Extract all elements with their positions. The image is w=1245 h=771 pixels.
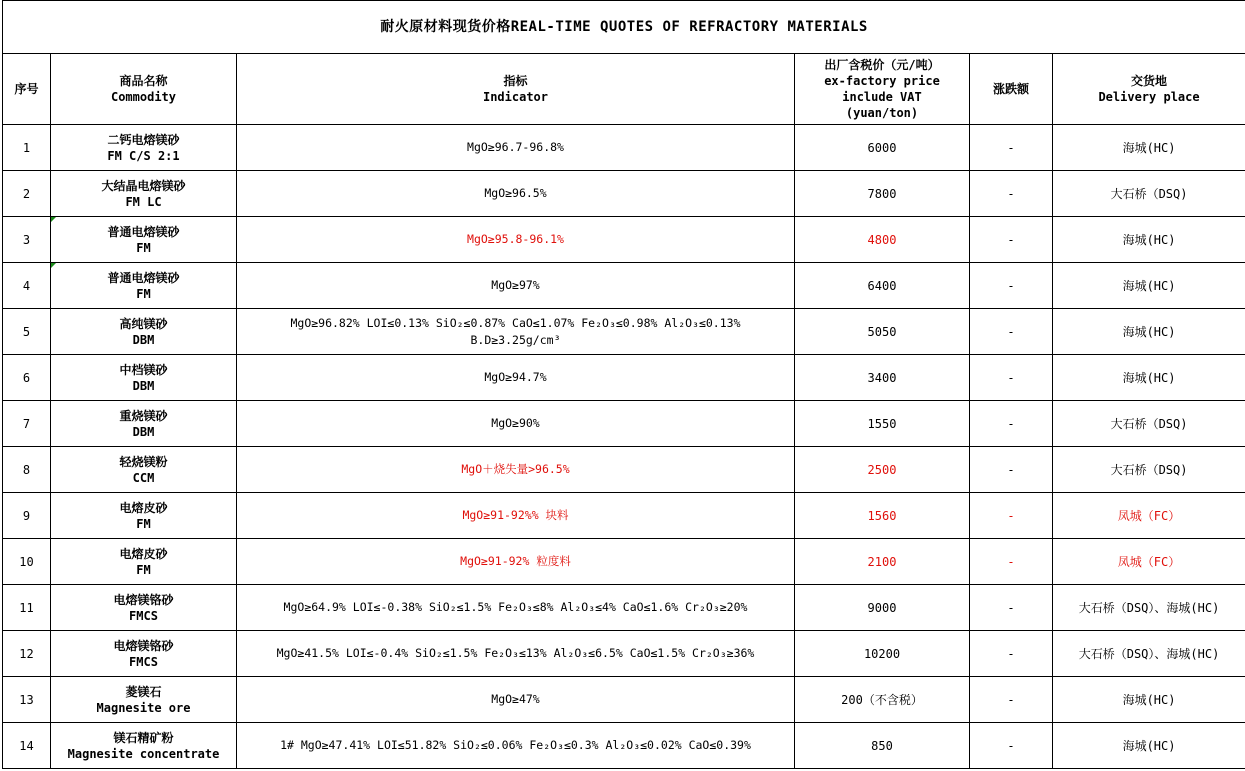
commodity-name-cn: 菱镁石 bbox=[125, 684, 162, 699]
commodity-name-cn: 普通电熔镁砂 bbox=[107, 224, 180, 239]
delivery-cell: 大石桥（DSQ) bbox=[1053, 447, 1245, 493]
table-row bbox=[3, 447, 1245, 493]
delivery-cell: 大石桥（DSQ）、海城(HC) bbox=[1053, 631, 1245, 677]
change-cell: - bbox=[970, 631, 1053, 677]
header-row bbox=[3, 54, 1245, 125]
header-change: 涨跌额 bbox=[970, 54, 1053, 125]
change-cell: - bbox=[970, 677, 1053, 723]
price-cell: 6400 bbox=[795, 263, 970, 309]
price-cell: 10200 bbox=[795, 631, 970, 677]
commodity-cell bbox=[51, 217, 237, 263]
table-row bbox=[3, 677, 1245, 723]
row-number: 3 bbox=[3, 217, 51, 263]
delivery-cell: 凤城（FC） bbox=[1053, 539, 1245, 585]
indicator-cell: MgO≥91-92% 粒度料 bbox=[237, 539, 795, 585]
header-no: 序号 bbox=[3, 54, 51, 125]
commodity-name-cn: 电熔皮砂 bbox=[119, 500, 168, 515]
indicator-cell: MgO≥96.7-96.8% bbox=[237, 125, 795, 171]
commodity-name-cn: 电熔镁铬砂 bbox=[113, 638, 174, 653]
table-row bbox=[3, 585, 1245, 631]
header-price-cn: 出厂含税价（元/吨） bbox=[824, 58, 940, 72]
price-cell: 200（不含税） bbox=[795, 677, 970, 723]
indicator-cell: 1# MgO≥47.41% LOI≤51.82% SiO₂≤0.06% Fe₂O₃≤0.3% Al₂O₃≤0.02% CaO≤0.39% bbox=[237, 723, 795, 769]
row-number: 8 bbox=[3, 447, 51, 493]
commodity-name-en: FM bbox=[136, 286, 151, 301]
change-cell: - bbox=[970, 355, 1053, 401]
header-price-en3: (yuan/ton) bbox=[845, 106, 919, 120]
header-indicator-cn: 指标 bbox=[503, 74, 528, 88]
change-cell: - bbox=[970, 309, 1053, 355]
delivery-cell: 海城(HC) bbox=[1053, 677, 1245, 723]
table-row bbox=[3, 723, 1245, 769]
indicator-cell: MgO≥95.8-96.1% bbox=[237, 217, 795, 263]
commodity-name-cn: 高纯镁砂 bbox=[119, 316, 168, 331]
table-row bbox=[3, 539, 1245, 585]
delivery-cell: 海城(HC) bbox=[1053, 355, 1245, 401]
row-number: 13 bbox=[3, 677, 51, 723]
header-delivery bbox=[1053, 54, 1245, 125]
indicator-cell: MgO≥47% bbox=[237, 677, 795, 723]
price-cell: 7800 bbox=[795, 171, 970, 217]
commodity-cell bbox=[51, 401, 237, 447]
delivery-cell: 海城(HC) bbox=[1053, 723, 1245, 769]
delivery-cell: 海城(HC) bbox=[1053, 309, 1245, 355]
table-row bbox=[3, 401, 1245, 447]
table-row bbox=[3, 309, 1245, 355]
price-cell: 3400 bbox=[795, 355, 970, 401]
header-price-en2: include VAT bbox=[842, 90, 922, 104]
header-delivery-cn: 交货地 bbox=[1131, 74, 1168, 88]
commodity-cell bbox=[51, 447, 237, 493]
commodity-name-en: Magnesite concentrate bbox=[67, 746, 220, 761]
indicator-cell: MgO＋烧失量>96.5% bbox=[237, 447, 795, 493]
delivery-cell: 海城(HC) bbox=[1053, 217, 1245, 263]
change-cell: - bbox=[970, 401, 1053, 447]
commodity-name-en: Magnesite ore bbox=[96, 700, 191, 715]
commodity-name-cn: 二钙电熔镁砂 bbox=[107, 132, 180, 147]
table-row bbox=[3, 125, 1245, 171]
commodity-name-en: DBM bbox=[132, 424, 155, 439]
table-row bbox=[3, 263, 1245, 309]
commodity-cell bbox=[51, 125, 237, 171]
price-cell: 2500 bbox=[795, 447, 970, 493]
header-price bbox=[795, 54, 970, 125]
header-indicator bbox=[237, 54, 795, 125]
row-number: 12 bbox=[3, 631, 51, 677]
change-cell: - bbox=[970, 493, 1053, 539]
delivery-cell: 海城(HC) bbox=[1053, 263, 1245, 309]
commodity-cell bbox=[51, 355, 237, 401]
indicator-cell: MgO≥96.82% LOI≤0.13% SiO₂≤0.87% CaO≤1.07% Fe₂O₃≤0.98% Al₂O₃≤0.13% B.D≥3.25g/cm³ bbox=[237, 309, 795, 355]
commodity-cell bbox=[51, 263, 237, 309]
header-commodity bbox=[51, 54, 237, 125]
table-row bbox=[3, 631, 1245, 677]
indicator-cell: MgO≥64.9% LOI≤-0.38% SiO₂≤1.5% Fe₂O₃≤8% Al₂O₃≤4% CaO≤1.6% Cr₂O₃≥20% bbox=[237, 585, 795, 631]
commodity-name-cn: 电熔皮砂 bbox=[119, 546, 168, 561]
change-cell: - bbox=[970, 539, 1053, 585]
commodity-name-en: FMCS bbox=[129, 608, 158, 623]
comment-flag-icon bbox=[51, 217, 56, 222]
indicator-cell: MgO≥94.7% bbox=[237, 355, 795, 401]
price-cell: 4800 bbox=[795, 217, 970, 263]
price-cell: 2100 bbox=[795, 539, 970, 585]
commodity-cell bbox=[51, 677, 237, 723]
row-number: 4 bbox=[3, 263, 51, 309]
commodity-cell bbox=[51, 539, 237, 585]
commodity-name-en: FM LC bbox=[125, 194, 162, 209]
commodity-cell bbox=[51, 585, 237, 631]
commodity-cell bbox=[51, 723, 237, 769]
delivery-cell: 大石桥（DSQ) bbox=[1053, 401, 1245, 447]
commodity-name-en: CCM bbox=[132, 470, 155, 485]
table-row bbox=[3, 493, 1245, 539]
indicator-cell: MgO≥90% bbox=[237, 401, 795, 447]
quotes-table bbox=[2, 0, 1245, 769]
commodity-name-cn: 镁石精矿粉 bbox=[113, 730, 174, 745]
commodity-name-cn: 普通电熔镁砂 bbox=[107, 270, 180, 285]
header-commodity-en: Commodity bbox=[110, 90, 177, 104]
header-commodity-cn: 商品名称 bbox=[119, 74, 168, 88]
indicator-cell: MgO≥96.5% bbox=[237, 171, 795, 217]
table-title: 耐火原材料现货价格REAL-TIME QUOTES OF REFRACTORY MATERIALS bbox=[3, 1, 1245, 54]
delivery-cell: 凤城（FC） bbox=[1053, 493, 1245, 539]
row-number: 11 bbox=[3, 585, 51, 631]
commodity-cell bbox=[51, 493, 237, 539]
commodity-name-en: FM C/S 2:1 bbox=[107, 148, 180, 163]
commodity-name-cn: 中档镁砂 bbox=[119, 362, 168, 377]
delivery-cell: 大石桥（DSQ) bbox=[1053, 171, 1245, 217]
header-delivery-en: Delivery place bbox=[1098, 90, 1200, 104]
row-number: 2 bbox=[3, 171, 51, 217]
table-row bbox=[3, 217, 1245, 263]
change-cell: - bbox=[970, 585, 1053, 631]
row-number: 10 bbox=[3, 539, 51, 585]
price-cell: 1550 bbox=[795, 401, 970, 447]
row-number: 1 bbox=[3, 125, 51, 171]
table-row bbox=[3, 355, 1245, 401]
commodity-name-cn: 轻烧镁粉 bbox=[119, 454, 168, 469]
commodity-name-en: FM bbox=[136, 240, 151, 255]
commodity-cell bbox=[51, 631, 237, 677]
commodity-cell bbox=[51, 309, 237, 355]
change-cell: - bbox=[970, 723, 1053, 769]
commodity-name-en: DBM bbox=[132, 378, 155, 393]
row-number: 6 bbox=[3, 355, 51, 401]
comment-flag-icon bbox=[51, 263, 56, 268]
indicator-cell: MgO≥91-92%% 块料 bbox=[237, 493, 795, 539]
change-cell: - bbox=[970, 217, 1053, 263]
commodity-name-en: FM bbox=[136, 516, 151, 531]
commodity-name-en: FMCS bbox=[129, 654, 158, 669]
table-row bbox=[3, 171, 1245, 217]
commodity-name-cn: 重烧镁砂 bbox=[119, 408, 168, 423]
change-cell: - bbox=[970, 171, 1053, 217]
change-cell: - bbox=[970, 263, 1053, 309]
delivery-cell: 海城(HC) bbox=[1053, 125, 1245, 171]
price-cell: 1560 bbox=[795, 493, 970, 539]
price-cell: 5050 bbox=[795, 309, 970, 355]
indicator-cell: MgO≥97% bbox=[237, 263, 795, 309]
price-cell: 6000 bbox=[795, 125, 970, 171]
header-price-en1: ex-factory price bbox=[824, 74, 940, 88]
commodity-name-cn: 大结晶电熔镁砂 bbox=[101, 178, 186, 193]
row-number: 14 bbox=[3, 723, 51, 769]
commodity-name-en: DBM bbox=[132, 332, 155, 347]
row-number: 7 bbox=[3, 401, 51, 447]
row-number: 9 bbox=[3, 493, 51, 539]
price-cell: 9000 bbox=[795, 585, 970, 631]
change-cell: - bbox=[970, 447, 1053, 493]
price-cell: 850 bbox=[795, 723, 970, 769]
commodity-cell bbox=[51, 171, 237, 217]
commodity-name-cn: 电熔镁铬砂 bbox=[113, 592, 174, 607]
title-row bbox=[3, 1, 1245, 54]
indicator-cell: MgO≥41.5% LOI≤-0.4% SiO₂≤1.5% Fe₂O₃≤13% Al₂O₃≤6.5% CaO≤1.5% Cr₂O₃≥36% bbox=[237, 631, 795, 677]
delivery-cell: 大石桥（DSQ）、海城(HC) bbox=[1053, 585, 1245, 631]
change-cell: - bbox=[970, 125, 1053, 171]
commodity-name-en: FM bbox=[136, 562, 151, 577]
header-indicator-en: Indicator bbox=[482, 90, 549, 104]
row-number: 5 bbox=[3, 309, 51, 355]
